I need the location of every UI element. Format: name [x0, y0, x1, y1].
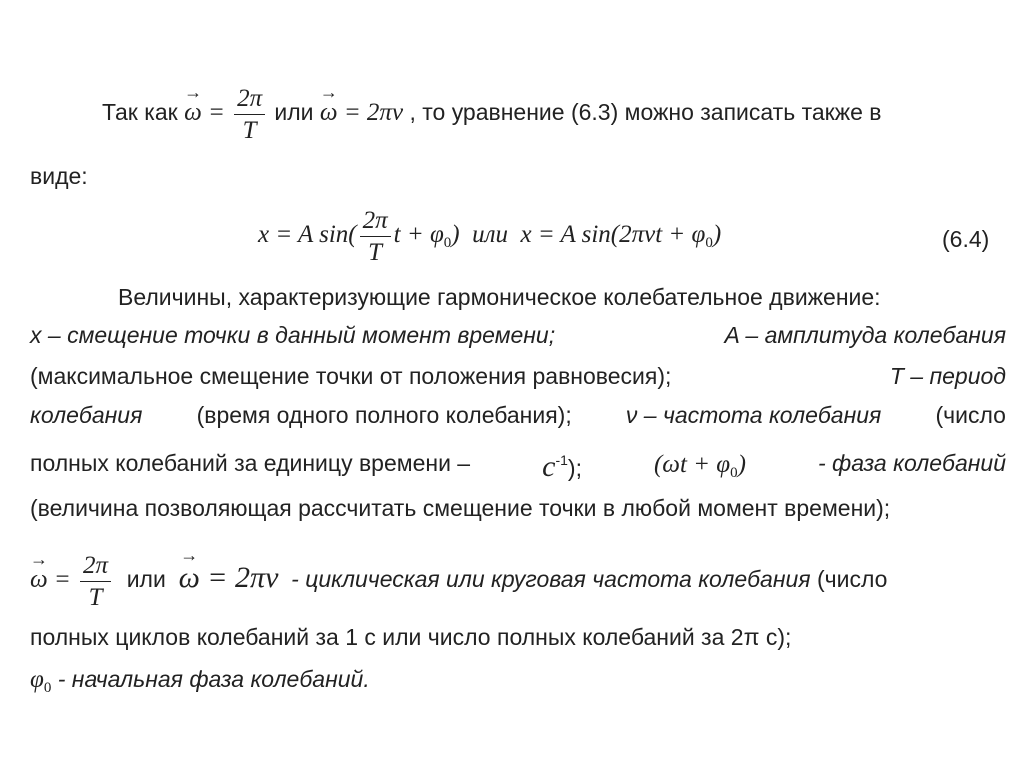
line4-text: (время одного полного колебания);: [196, 402, 572, 428]
line5-exponent: -1: [555, 452, 568, 468]
paragraph-1-line-2: виде:: [30, 163, 88, 189]
t-definition: T – период: [889, 363, 1006, 389]
paragraph-2-line-5: [30, 452, 1006, 482]
phi0-symbol: $\varphi_0$: [30, 666, 52, 696]
paragraph-2-line-4: [30, 404, 1006, 427]
equation-or: или: [472, 221, 509, 249]
paragraph-2-line-6: (величина позволяющая рассчитать смещение точки в любой момент времени);: [30, 495, 891, 521]
paragraph-2-line-9: [30, 667, 370, 696]
line5-close: );: [567, 455, 582, 481]
line4-end: (число: [935, 402, 1006, 428]
initial-phase-definition: - начальная фаза колебаний.: [57, 666, 370, 692]
line5-unit: c: [542, 450, 556, 483]
phase-definition: - фаза колебаний: [817, 450, 1006, 476]
line5-text: полных колебаний за единицу времени –: [30, 450, 471, 476]
omega-formula-4: → ω = 2πν: [179, 561, 279, 594]
line7-or: или: [126, 566, 166, 593]
paragraph-2-line-2: [30, 324, 1006, 347]
paragraph-2-line-7: [30, 553, 1006, 610]
x-definition: x – смещение точки в данный момент времени;: [30, 322, 556, 348]
line5-unit-group: [542, 452, 582, 482]
line3-text: (максимальное смещение точки от положения равновесия);: [30, 363, 672, 389]
line7-end: (число: [816, 566, 888, 593]
a-definition: A – амплитуда колебания: [724, 322, 1006, 348]
text-rest: , то уравнение (6.3) можно записать также в: [409, 99, 882, 126]
paragraph-2-line-8: полных циклов колебаний за 1 с или число полных колебаний за 2π с);: [30, 624, 792, 650]
omega-formula-1: → ω = $\frac{2\pi}{T}$: [184, 99, 274, 126]
paragraph-2-intro: Величины, характеризующие гармоническое колебательное движение:: [118, 284, 881, 310]
text-intro: Так как: [102, 99, 178, 126]
text-or: или: [274, 99, 314, 126]
equation-number: (6.4): [942, 226, 990, 252]
omega-formula-2: → ω = 2πν: [320, 99, 403, 126]
nu-definition: ν – частота колебания: [625, 402, 882, 428]
equation-6-4: x = A sin( $\frac{2\pi}{T}$ $t + \varphi_0$) или x = A $\sin(2\pi\nu t + \varphi_0)$: [258, 207, 722, 266]
paragraph-1-line-1: [102, 86, 882, 143]
line4-term: колебания: [30, 402, 143, 428]
cyclic-frequency-definition: - циклическая или круговая частота колебания: [291, 566, 811, 593]
omega-formula-3: → ω = $\frac{2\pi}{T}$: [30, 566, 120, 593]
paragraph-2-line-3: [30, 365, 1006, 388]
phase-formula: $(\omega t + \varphi_0)$: [653, 451, 746, 481]
